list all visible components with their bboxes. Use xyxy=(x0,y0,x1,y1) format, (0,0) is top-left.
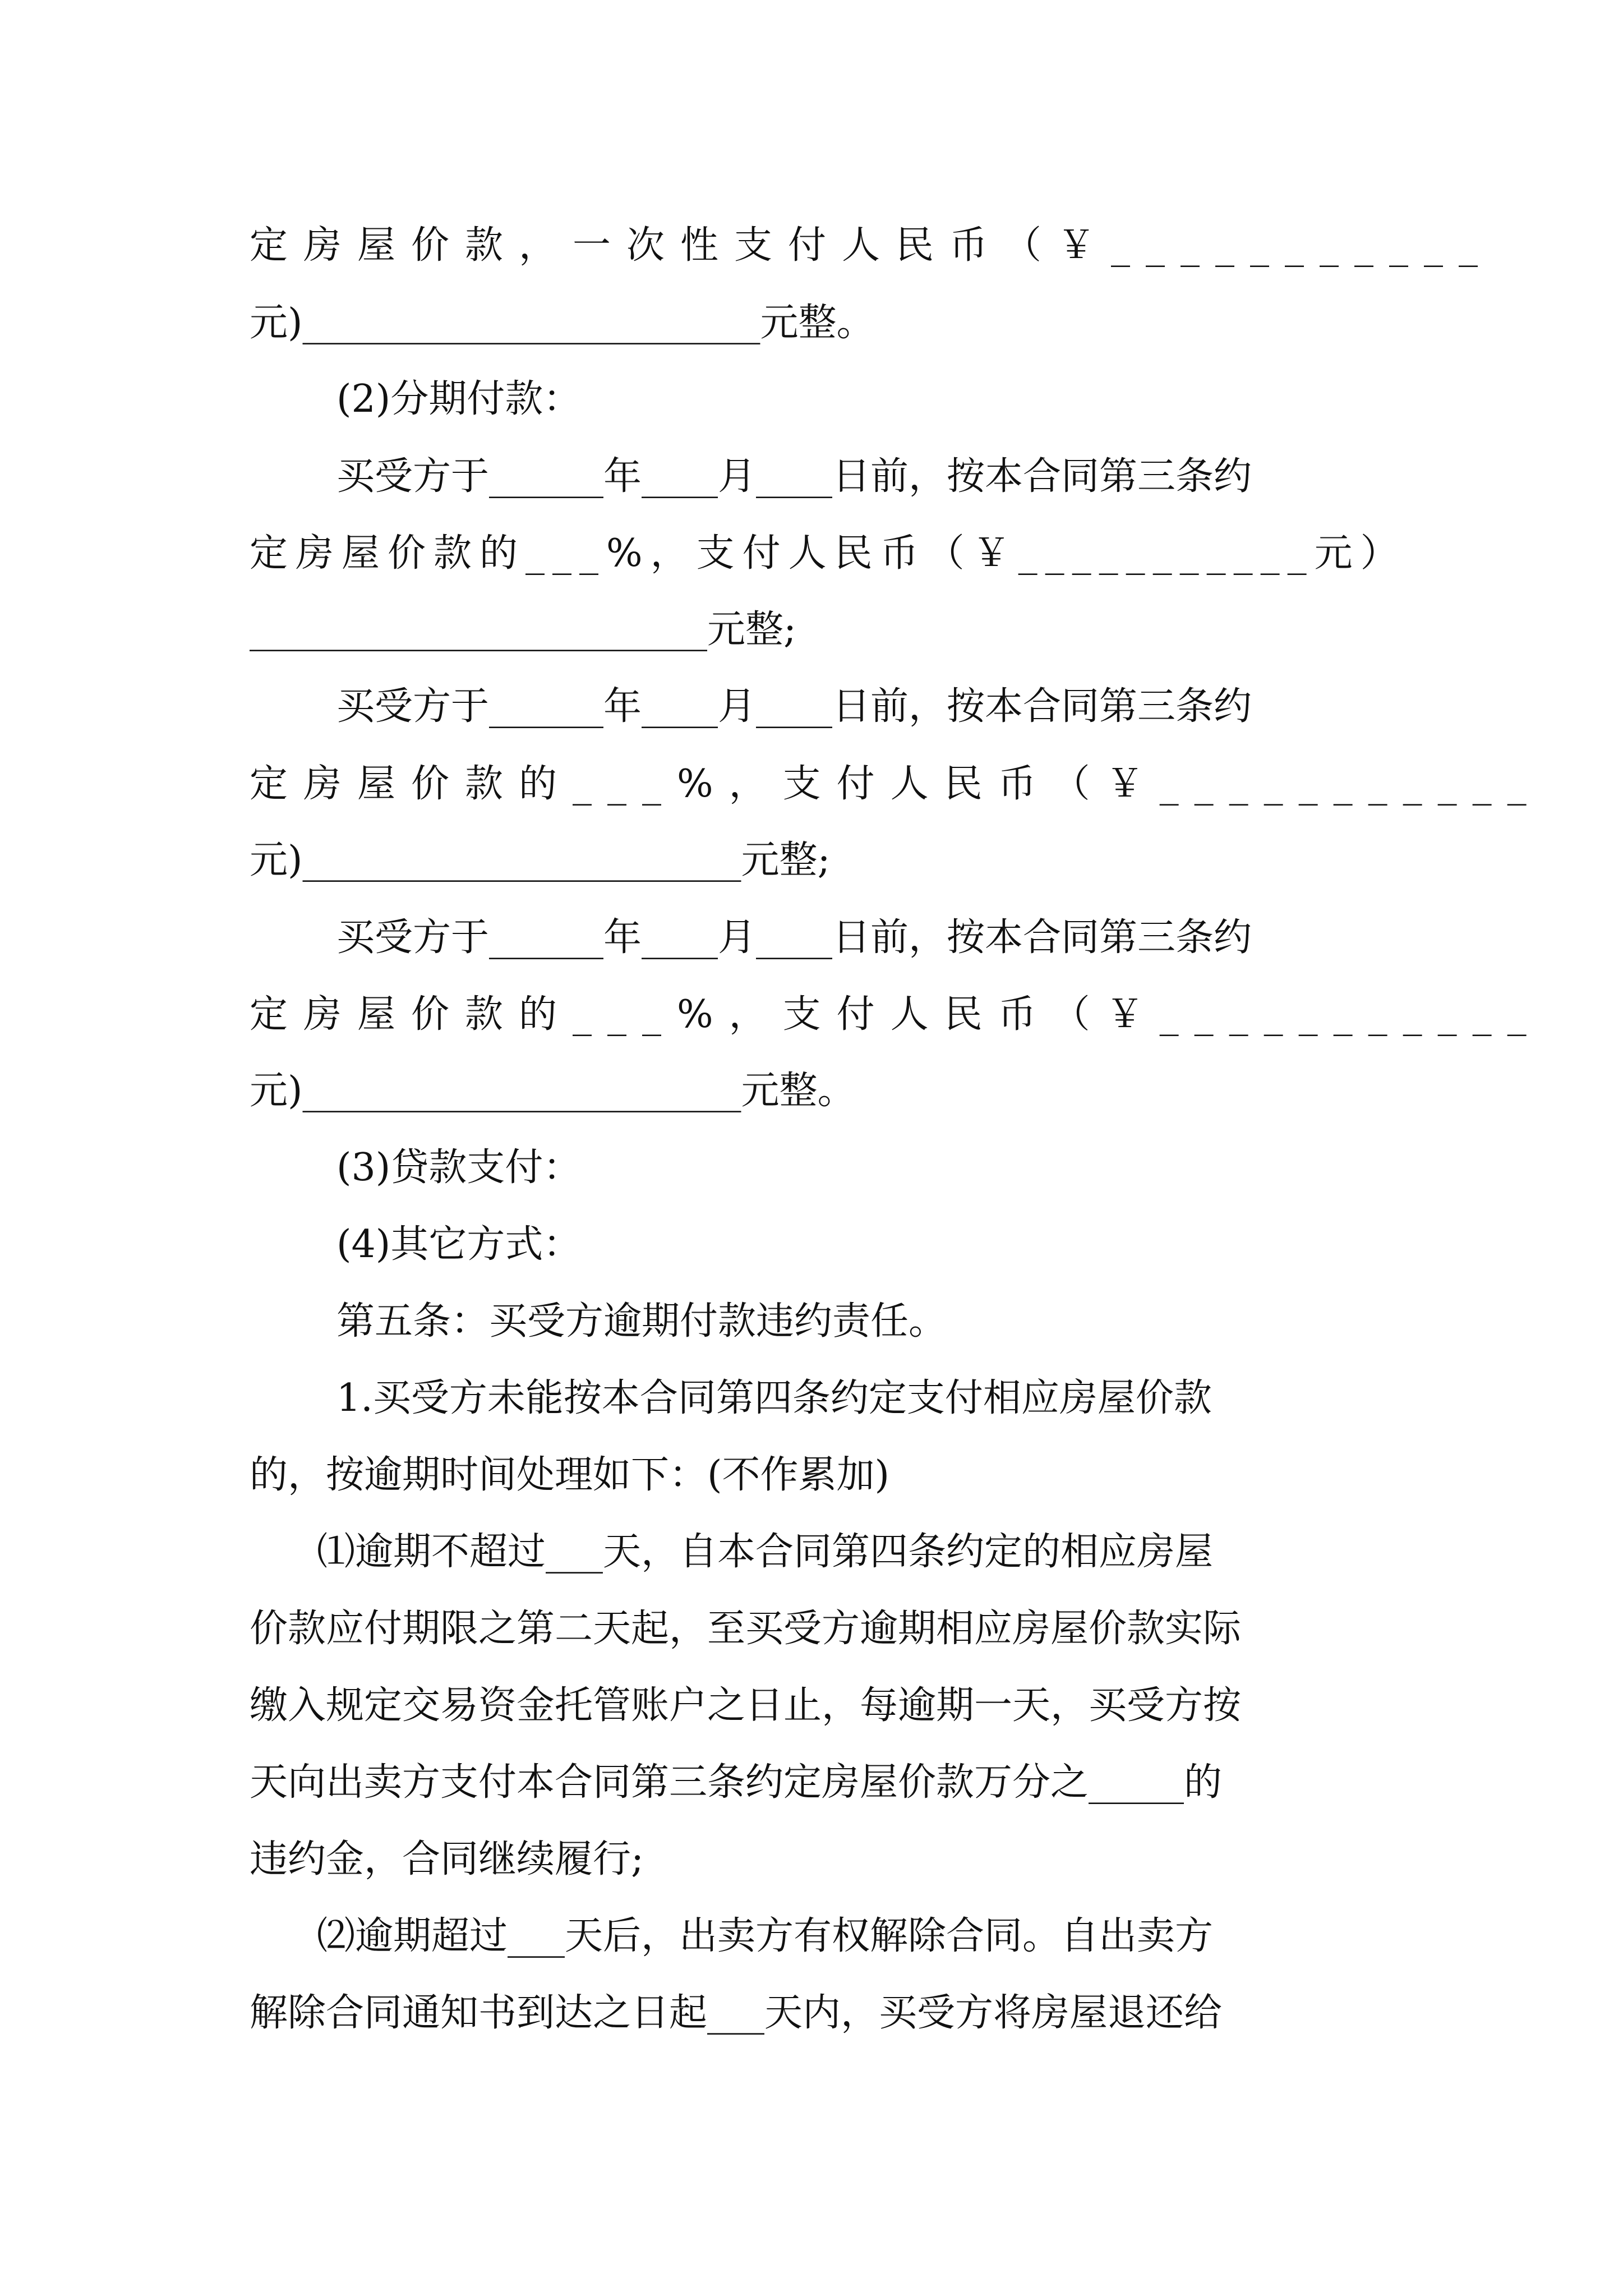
text-line: 违约金，合同继续履行; xyxy=(250,1837,644,1881)
text-line: 买受方于______年____月____日前，按本合同第三条约 xyxy=(336,684,1252,729)
text-line: (2)分期付款： xyxy=(336,377,582,421)
text-line: 买受方于______年____月____日前，按本合同第三条约 xyxy=(336,454,1252,499)
text-line: ⑵逾期超过___天后，出卖方有权解除合同。自出卖方 xyxy=(317,1914,1214,1958)
text-line: ________________________元整; xyxy=(250,608,796,652)
text-line: 元)_______________________元整。 xyxy=(250,1069,856,1113)
text-line: 定房屋价款的___%，支付人民币（￥___________ xyxy=(250,992,1542,1037)
text-line: 缴入规定交易资金托管账户之日止，每逾期一天，买受方按 xyxy=(250,1683,1242,1728)
text-line: 价款应付期限之第二天起，至买受方逾期相应房屋价款实际 xyxy=(250,1607,1242,1651)
text-line: 定房屋价款，一次性支付人民币（￥___________ xyxy=(250,223,1494,268)
text-line: 定房屋价款的___%，支付人民币（￥___________元） xyxy=(250,531,1407,576)
text-line: 1.买受方未能按本合同第四条约定支付相应房屋价款 xyxy=(336,1376,1212,1420)
text-line: 定房屋价款的___%，支付人民币（￥___________ xyxy=(250,762,1542,806)
text-line: 元)_______________________元整; xyxy=(250,838,831,882)
text-line: 天向出卖方支付本合同第三条约定房屋价款万分之_____的 xyxy=(250,1760,1223,1805)
text-line: ⑴逾期不超过___天，自本合同第四条约定的相应房屋 xyxy=(317,1530,1214,1574)
text-line: 买受方于______年____月____日前，按本合同第三条约 xyxy=(336,915,1252,960)
text-line: (4)其它方式： xyxy=(336,1222,582,1267)
text-line: 解除合同通知书到达之日起___天内，买受方将房屋退还给 xyxy=(250,1991,1223,2035)
text-line: 元)________________________元整。 xyxy=(250,301,875,345)
text-line: (3)贷款支付： xyxy=(336,1145,582,1190)
text-line: 的，按逾期时间处理如下：(不作累加) xyxy=(250,1453,890,1497)
section-heading: 第五条：买受方逾期付款违约责任。 xyxy=(336,1299,947,1343)
